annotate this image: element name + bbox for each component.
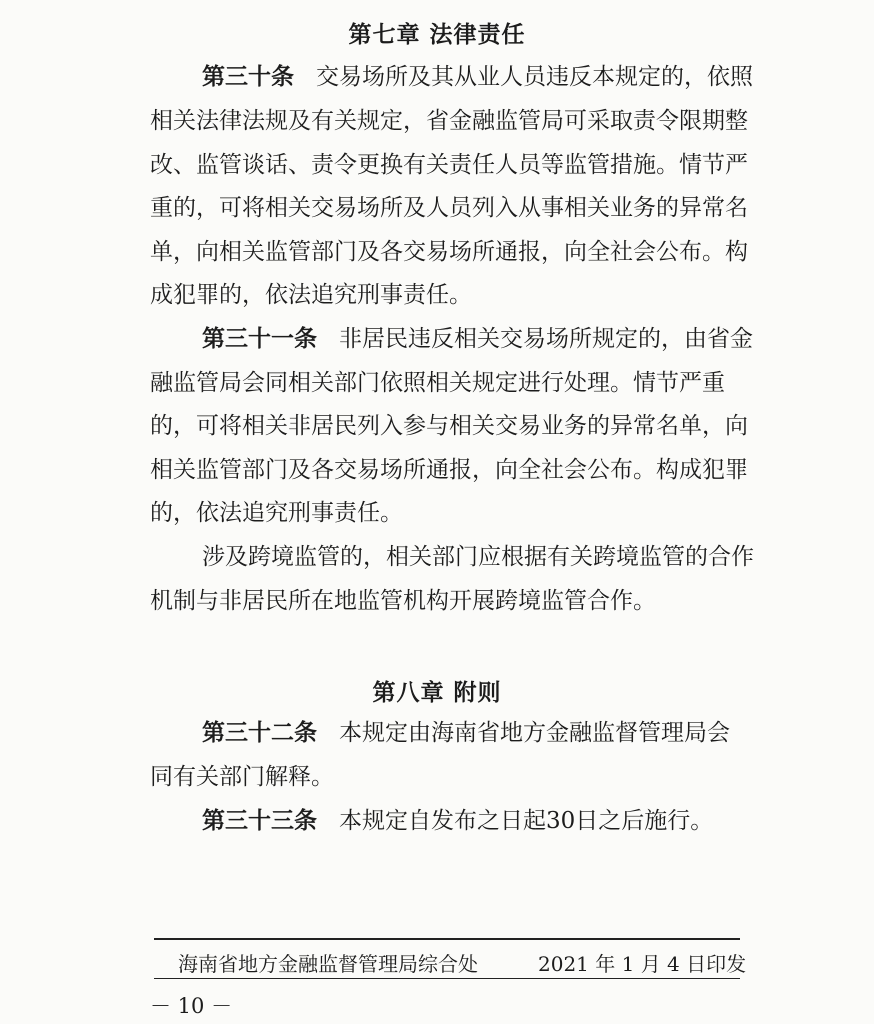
chapter-8-heading: 第八章 附则 bbox=[372, 680, 502, 706]
footer-top-rule bbox=[154, 938, 740, 940]
paragraph-line: 单，向相关监管部门及各交易场所通报，向全社会公布。构 bbox=[150, 239, 748, 265]
footer-issuer: 海南省地方金融监督管理局综合处 bbox=[178, 952, 478, 976]
footer-date: 2021 年 1 月 4 日印发 bbox=[538, 952, 747, 976]
article-30-text: 交易场所及其从业人员违反本规定的，依照 bbox=[316, 64, 753, 90]
paragraph-line: 相关法律法规及有关规定，省金融监管局可采取责令限期整 bbox=[150, 108, 748, 134]
paragraph-line: 相关监管部门及各交易场所通报，向全社会公布。构成犯罪 bbox=[150, 457, 748, 483]
paragraph-line: 机制与非居民所在地监管机构开展跨境监管合作。 bbox=[150, 588, 656, 614]
paragraph-line: 的，可将相关非居民列入参与相关交易业务的异常名单，向 bbox=[150, 413, 748, 439]
article-32-line-1 bbox=[202, 718, 730, 748]
article-33-line-1 bbox=[202, 806, 713, 836]
article-31-line-1 bbox=[202, 324, 753, 354]
article-31-text: 非居民违反相关交易场所规定的，由省金 bbox=[339, 326, 753, 352]
paragraph-line: 重的，可将相关交易场所及人员列入从事相关业务的异常名 bbox=[150, 195, 748, 221]
page-number: － 10 － bbox=[150, 994, 233, 1018]
article-33-text: 本规定自发布之日起30日之后施行。 bbox=[339, 808, 714, 834]
paragraph-line: 涉及跨境监管的，相关部门应根据有关跨境监管的合作 bbox=[202, 544, 754, 570]
chapter-7-heading: 第七章 法律责任 bbox=[348, 22, 526, 48]
article-30-label: 第三十条 bbox=[202, 64, 294, 90]
paragraph-line: 融监管局会同相关部门依照相关规定进行处理。情节严重 bbox=[150, 370, 725, 396]
paragraph-line: 的，依法追究刑事责任。 bbox=[150, 500, 403, 526]
footer-bottom-rule bbox=[154, 978, 740, 979]
paragraph-line: 改、监管谈话、责令更换有关责任人员等监管措施。情节严 bbox=[150, 152, 748, 178]
article-33-label: 第三十三条 bbox=[202, 808, 317, 834]
paragraph-line: 同有关部门解释。 bbox=[150, 764, 334, 790]
article-32-label: 第三十二条 bbox=[202, 720, 317, 746]
paragraph-line: 成犯罪的，依法追究刑事责任。 bbox=[150, 282, 472, 308]
article-32-text: 本规定由海南省地方金融监督管理局会 bbox=[339, 720, 730, 746]
article-30-line-1 bbox=[202, 62, 753, 92]
article-31-label: 第三十一条 bbox=[202, 326, 317, 352]
